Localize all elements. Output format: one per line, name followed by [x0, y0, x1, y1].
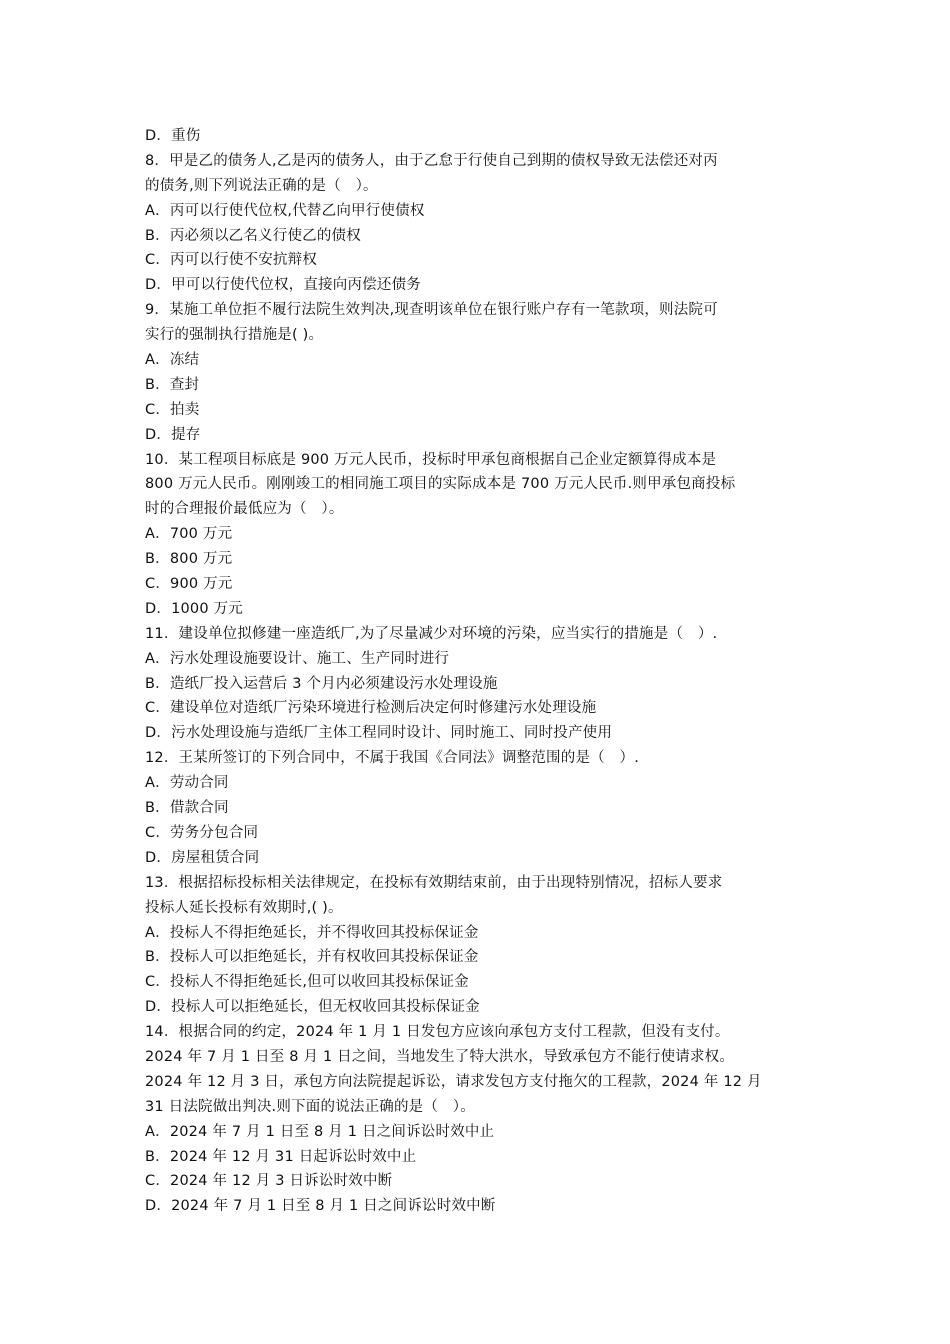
question-line: 的债务,则下列说法正确的是（ ）。 [145, 177, 378, 194]
option-line: B．丙必须以乙名义行使乙的债权 [145, 227, 361, 244]
option-line: B．查封 [145, 376, 200, 393]
option-line: A．劳动合同 [145, 775, 229, 792]
option-line: A．丙可以行使代位权,代替乙向甲行使债权 [145, 202, 425, 219]
option-line: D．重伤 [145, 128, 201, 144]
option-line: C．丙可以行使不安抗辩权 [145, 252, 318, 269]
option-line: B．800 万元 [145, 551, 233, 568]
option-line: A．污水处理设施要设计、施工、生产同时进行 [145, 650, 450, 667]
option-line: D．房屋租赁合同 [145, 849, 260, 866]
question-line: 13．根据招标投标相关法律规定，在投标有效期结束前，由于出现特别情况，招标人要求 [145, 874, 723, 891]
option-line: D．投标人可以拒绝延长，但无权收回其投标保证金 [145, 999, 480, 1016]
question-line: 11．建设单位拟修建一座造纸厂,为了尽量减少对环境的污染，应当实行的措施是（ ）. [145, 625, 718, 642]
option-line: D．1000 万元 [145, 600, 243, 617]
question-line: 12．王某所签订的下列合同中，不属于我国《合同法》调整范围的是（ ）. [145, 750, 640, 767]
option-line: C．拍卖 [145, 401, 200, 418]
question-line: 800 万元人民币。刚刚竣工的相同施工项目的实际成本是 700 万元人民币.则甲承包商投标 [145, 476, 736, 493]
question-line: 31 日法院做出判决.则下面的说法正确的是（ ）。 [145, 1098, 475, 1115]
option-line: D．甲可以行使代位权，直接向丙偿还债务 [145, 277, 421, 294]
question-line: 9．某施工单位拒不履行法院生效判决,现查明该单位在银行账户存有一笔款项，则法院可 [145, 302, 718, 319]
option-line: C．劳务分包合同 [145, 824, 259, 841]
question-line: 8．甲是乙的债务人,乙是丙的债务人，由于乙怠于行使自己到期的债权导致无法偿还对丙 [145, 152, 718, 169]
document-body [145, 124, 813, 1219]
question-line: 实行的强制执行措施是( )。 [145, 327, 324, 344]
option-line: A．投标人不得拒绝延长，并不得收回其投标保证金 [145, 924, 479, 941]
option-line: B．投标人可以拒绝延长，并有权收回其投标保证金 [145, 949, 479, 966]
option-line: B．2024 年 12 月 31 日起诉讼时效中止 [145, 1148, 417, 1165]
option-line: A．700 万元 [145, 526, 233, 543]
option-line: C．投标人不得拒绝延长,但可以收回其投标保证金 [145, 974, 469, 991]
option-line: A．冻结 [145, 352, 200, 369]
question-line: 14．根据合同的约定，2024 年 1 月 1 日发包方应该向承包方支付工程款，但没有支付。 [145, 1024, 730, 1041]
option-line: B．造纸厂投入运营后 3 个月内必须建设污水处理设施 [145, 675, 498, 692]
question-line: 2024 年 7 月 1 日至 8 月 1 日之间，当地发生了特大洪水，导致承包方不能行使请求权。 [145, 1048, 735, 1065]
question-line: 投标人延长投标有效期时,( )。 [145, 899, 343, 916]
option-line: D．污水处理设施与造纸厂主体工程同时设计、同时施工、同时投产使用 [145, 725, 613, 742]
option-line: A．2024 年 7 月 1 日至 8 月 1 日之间诉讼时效中止 [145, 1123, 495, 1140]
question-line: 10．某工程项目标底是 900 万元人民币，投标时甲承包商根据自己企业定额算得成本是 [145, 451, 717, 468]
option-line: B．借款合同 [145, 800, 229, 817]
option-line: C．900 万元 [145, 576, 233, 593]
option-line: D．2024 年 7 月 1 日至 8 月 1 日之间诉讼时效中断 [145, 1198, 496, 1215]
option-line: D．提存 [145, 426, 201, 443]
option-line: C．建设单位对造纸厂污染环境进行检测后决定何时修建污水处理设施 [145, 700, 597, 717]
question-line: 2024 年 12 月 3 日，承包方向法院提起诉讼，请求发包方支付拖欠的工程款，2024 年 12 月 [145, 1073, 762, 1090]
option-line: C．2024 年 12 月 3 日诉讼时效中断 [145, 1173, 393, 1190]
question-line: 时的合理报价最低应为（ ）。 [145, 501, 344, 518]
